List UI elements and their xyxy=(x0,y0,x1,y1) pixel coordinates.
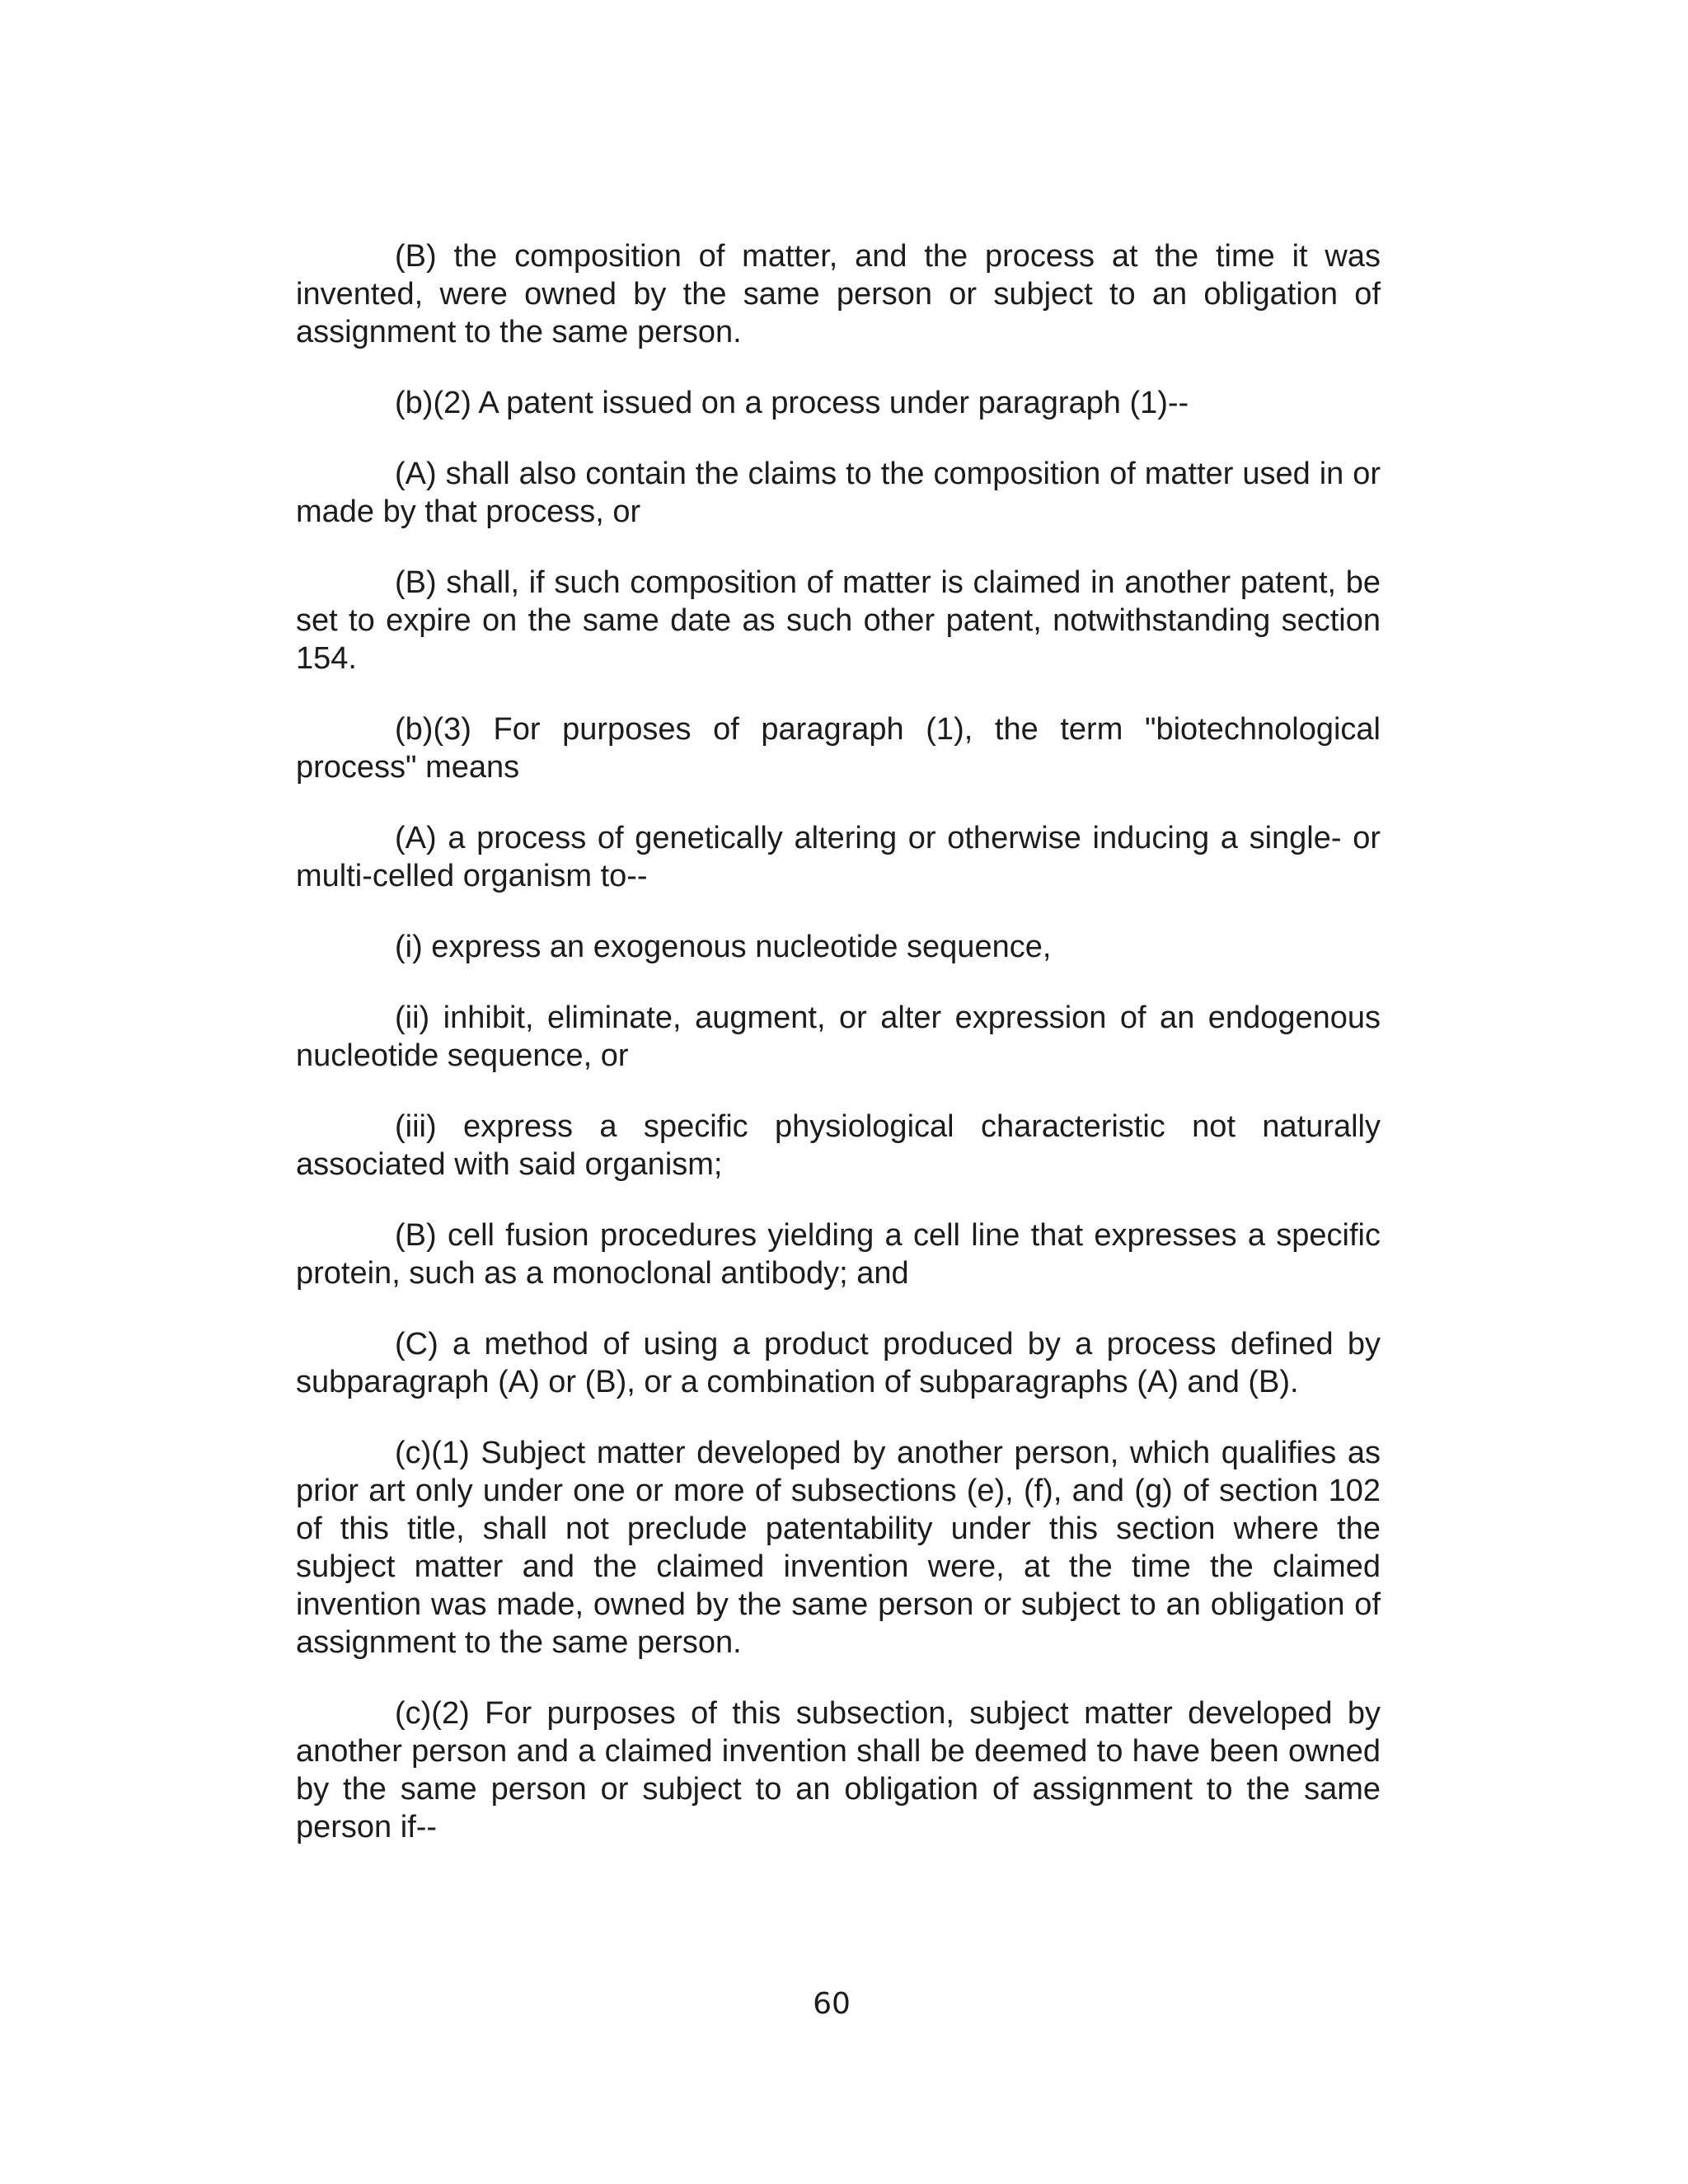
paragraph-b3-definition: (b)(3) For purposes of paragraph (1), the term "biotechnological process" means xyxy=(296,712,1381,785)
body-text xyxy=(296,237,1381,1879)
paragraph-a-genetically-altering: (A) a process of genetically altering or otherwise inducing a single- or multi-celled organism to-- xyxy=(296,821,1381,893)
paragraph-b2-patent-issued: (b)(2) A patent issued on a process under paragraph (1)-- xyxy=(395,386,1189,420)
paragraph-c1-subject-matter: (c)(1) Subject matter developed by another person, which qualifies as prior art only under one or more of subsections (e), (f), and (g) of section 102 of this title, shall not preclude patentability under this section where the subject matter and the claimed invention were, at the time the claimed invention was made, owned by the same person or subject to an obligation of assignment to the same person. xyxy=(296,1436,1381,1660)
paragraph-i-express-exogenous: (i) express an exogenous nucleotide sequence, xyxy=(395,930,1052,964)
paragraph-ii-inhibit-expression: (ii) inhibit, eliminate, augment, or alter expression of an endogenous nucleotide sequence, or xyxy=(296,1001,1381,1073)
paragraph-b-composition-owned: (B) the composition of matter, and the process at the time it was invented, were owned by the same person or subject to an obligation of assignment to the same person. xyxy=(296,239,1381,349)
paragraph-b-cell-fusion: (B) cell fusion procedures yielding a cell line that expresses a specific protein, such as a monoclonal antibody; and xyxy=(296,1218,1381,1291)
page-number: 60 xyxy=(813,1987,851,2021)
paragraph-c-method-of-using: (C) a method of using a product produced by a process defined by subparagraph (A) or (B), or a combination of subparagraphs (A) and (B). xyxy=(296,1327,1381,1399)
paragraph-a-contain-claims: (A) shall also contain the claims to the composition of matter used in or made by that process, or xyxy=(296,457,1381,529)
paragraph-iii-physiological: (iii) express a specific physiological characteristic not naturally associated with said organism; xyxy=(296,1109,1381,1182)
paragraph-c2-purposes: (c)(2) For purposes of this subsection, subject matter developed by another person and a claimed invention shall be deemed to have been owned by the same person or subject to an obligation of assignment to the same person if-- xyxy=(296,1696,1381,1844)
paragraph-b-expire-same-date: (B) shall, if such composition of matter is claimed in another patent, be set to expire on the same date as such other patent, notwithstanding section 154. xyxy=(296,565,1381,676)
